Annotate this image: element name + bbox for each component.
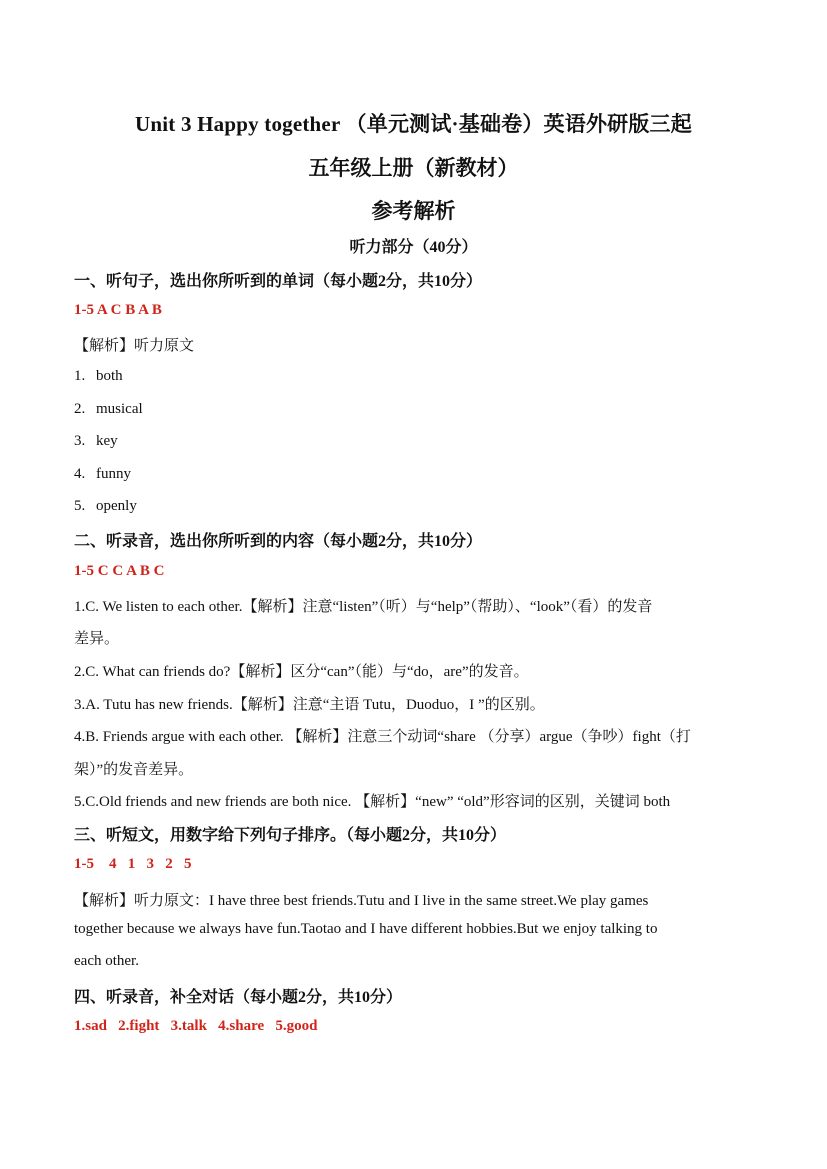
list-item-number: 2. (74, 401, 86, 417)
list-item-text: both (96, 368, 123, 384)
list-item (74, 433, 764, 450)
part-heading-listening: 听力部分（40分） (349, 239, 478, 256)
section3-line1: 【解析】听力原文：I have three best friends.Tutu and I live in the same street.We play games (74, 893, 649, 909)
section3-heading: 三、听短文，用数字给下列句子排序。（每小题2分，共10分） (74, 827, 507, 844)
list-item (74, 466, 764, 483)
list-item-text: key (96, 433, 118, 449)
section2-line2: 2.C. What can friends do?【解析】区分“can”（能）与“do，are”的发音。 (74, 664, 529, 680)
section2-heading: 二、听录音，选出你所听到的内容（每小题2分，共10分） (74, 533, 483, 550)
list-item-text: musical (96, 401, 143, 417)
section1-analysis-label: 【解析】听力原文 (74, 338, 195, 354)
list-item (74, 401, 764, 418)
list-item-text: openly (96, 498, 137, 514)
section2-line4-cont: 架）”的发音差异。 (74, 762, 194, 778)
section3-line2: together because we always have fun.Taotao and I have different hobbies.But we enjoy talking to (74, 921, 658, 937)
list-item-number: 4. (74, 466, 86, 482)
list-item-text: funny (96, 466, 131, 482)
section3-answer: 1-5 4 1 3 2 5 (74, 856, 192, 872)
section1-answer: 1-5 A C B A B (74, 302, 162, 318)
section1-heading: 一、听句子，选出你所听到的单词（每小题2分，共10分） (74, 273, 483, 290)
list-item-number: 5. (74, 498, 86, 514)
section2-line4: 4.B. Friends argue with each other. 【解析】注意三个动词“share （分享）argue（争吵）fight（打 (74, 729, 691, 745)
list-item (74, 498, 764, 515)
list-item-number: 1. (74, 368, 86, 384)
section2-answer: 1-5 C C A B C (74, 563, 165, 579)
section4-heading: 四、听录音，补全对话（每小题2分，共10分） (74, 989, 403, 1006)
section2-line5: 5.C.Old friends and new friends are both nice. 【解析】“new” “old”形容词的区别，关键词 both (74, 794, 671, 810)
section4-answer: 1.sad 2.fight 3.talk 4.share 5.good (74, 1018, 318, 1034)
document-subtitle: 五年级上册（新教材） (308, 156, 519, 180)
list-item-number: 3. (74, 433, 86, 449)
document-heading-analysis: 参考解析 (371, 199, 456, 223)
section2-line3: 3.A. Tutu has new friends.【解析】注意“主语 Tutu，Duoduo，I ”的区别。 (74, 697, 545, 713)
list-item (74, 368, 764, 385)
section2-line1: 1.C. We listen to each other.【解析】注意“listen”（听）与“help”（帮助）、“look”（看）的发音 (74, 599, 653, 615)
section2-line1-cont: 差异。 (74, 631, 120, 647)
document-title: Unit 3 Happy together （单元测试·基础卷）英语外研版三起 (135, 112, 692, 136)
section3-line3: each other. (74, 953, 139, 969)
